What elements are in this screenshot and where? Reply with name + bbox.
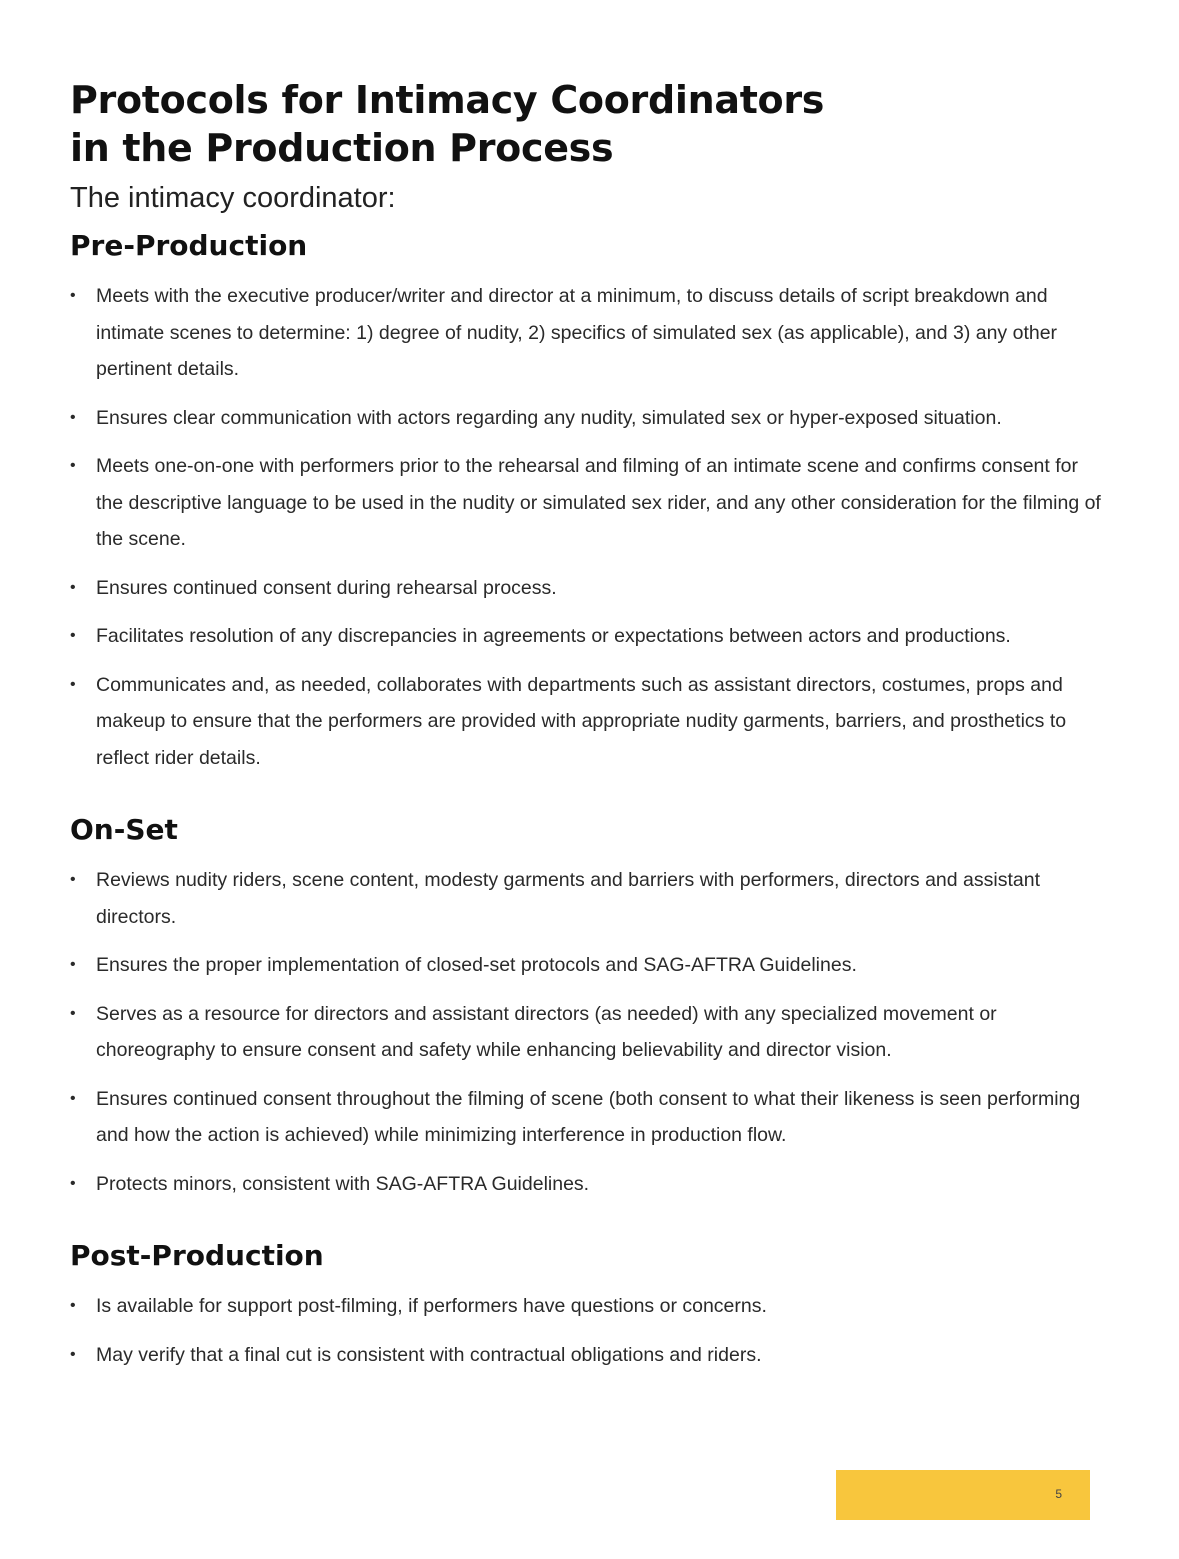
list-item-text: Protects minors, consistent with SAG-AFTRA Guidelines.	[96, 1172, 590, 1195]
bullet-icon: •	[70, 1089, 76, 1107]
list-item	[70, 1337, 1110, 1374]
list-item-text: Ensures the proper implementation of closed-set protocols and SAG-AFTRA Guidelines.	[96, 954, 857, 976]
bullet-icon: •	[70, 956, 76, 973]
list-item-text: Is available for support post-filming, if performers have questions or concerns.	[96, 1295, 767, 1317]
document-page	[70, 76, 1110, 1385]
list-item-text: Meets one-on-one with performers prior to the rehearsal and filming of an intimate scene and confirms consent for the descriptive language to be used in the nudity or simulated sex rider, and any other consideration for the filming of the scene.	[96, 455, 1101, 550]
bullet-icon: •	[70, 578, 76, 596]
list-item-text: Serves as a resource for directors and assistant directors (as needed) with any specialized movement or choreography to ensure consent and safety while enhancing believability and director vision.	[96, 1002, 997, 1061]
list-item	[70, 1081, 1110, 1154]
list-item	[70, 1288, 1110, 1325]
on-set-list	[70, 862, 1110, 1202]
list-item	[70, 448, 1110, 558]
page-number-tab	[836, 1470, 1090, 1520]
list-item	[70, 667, 1110, 777]
section-heading-pre-production: Pre-Production	[70, 229, 308, 262]
bullet-icon: •	[70, 287, 76, 304]
section-heading-post-production: Post-Production	[70, 1239, 324, 1272]
list-item	[70, 570, 1110, 607]
list-item	[70, 618, 1110, 655]
list-item-text: Facilitates resolution of any discrepancies in agreements or expectations between actors and productions.	[96, 625, 1011, 647]
page-subtitle: The intimacy coordinator:	[70, 182, 396, 214]
bullet-icon: •	[70, 408, 76, 426]
bullet-icon: •	[70, 627, 76, 644]
bullet-icon: •	[70, 1297, 76, 1314]
list-item-text: Reviews nudity riders, scene content, modesty garments and barriers with performers, directors and assistant directors.	[96, 869, 1040, 928]
bullet-icon: •	[70, 675, 76, 693]
list-item-text: Ensures clear communication with actors regarding any nudity, simulated sex or hyper-exposed situation.	[96, 406, 1002, 429]
title-line-1: Protocols for Intimacy Coordinators	[70, 78, 825, 122]
list-item-text: Ensures continued consent during rehearsal process.	[96, 576, 557, 599]
list-item-text: May verify that a final cut is consistent with contractual obligations and riders.	[96, 1343, 762, 1366]
bullet-icon: •	[70, 457, 76, 474]
list-item-text: Ensures continued consent throughout the filming of scene (both consent to what their likeness is seen performing and how the action is achieved) while minimizing interference in production flow.	[96, 1087, 1081, 1146]
list-item	[70, 400, 1110, 437]
bullet-icon: •	[70, 1004, 76, 1022]
list-item-text: Meets with the executive producer/writer and director at a minimum, to discuss details of script breakdown and intimate scenes to determine: 1) degree of nudity, 2) specifics of simulated sex (as applicable), and 3) any other pertinent details.	[96, 285, 1058, 380]
bullet-icon: •	[70, 1345, 76, 1363]
list-item	[70, 862, 1110, 935]
list-item	[70, 996, 1110, 1069]
bullet-icon: •	[70, 1174, 76, 1192]
pre-production-list	[70, 278, 1110, 776]
page-title	[70, 76, 1110, 172]
section-heading-on-set: On-Set	[70, 813, 178, 846]
list-item	[70, 278, 1110, 388]
title-line-2: in the Production Process	[70, 126, 614, 170]
post-production-list	[70, 1288, 1110, 1373]
page-number: 5	[1055, 1487, 1062, 1501]
list-item	[70, 947, 1110, 984]
bullet-icon: •	[70, 871, 76, 888]
list-item	[70, 1166, 1110, 1203]
list-item-text: Communicates and, as needed, collaborates with departments such as assistant directors, costumes, props and makeup to ensure that the performers are provided with appropriate nudity garments, barriers, and prosthetics to reflect rider details.	[96, 673, 1067, 769]
